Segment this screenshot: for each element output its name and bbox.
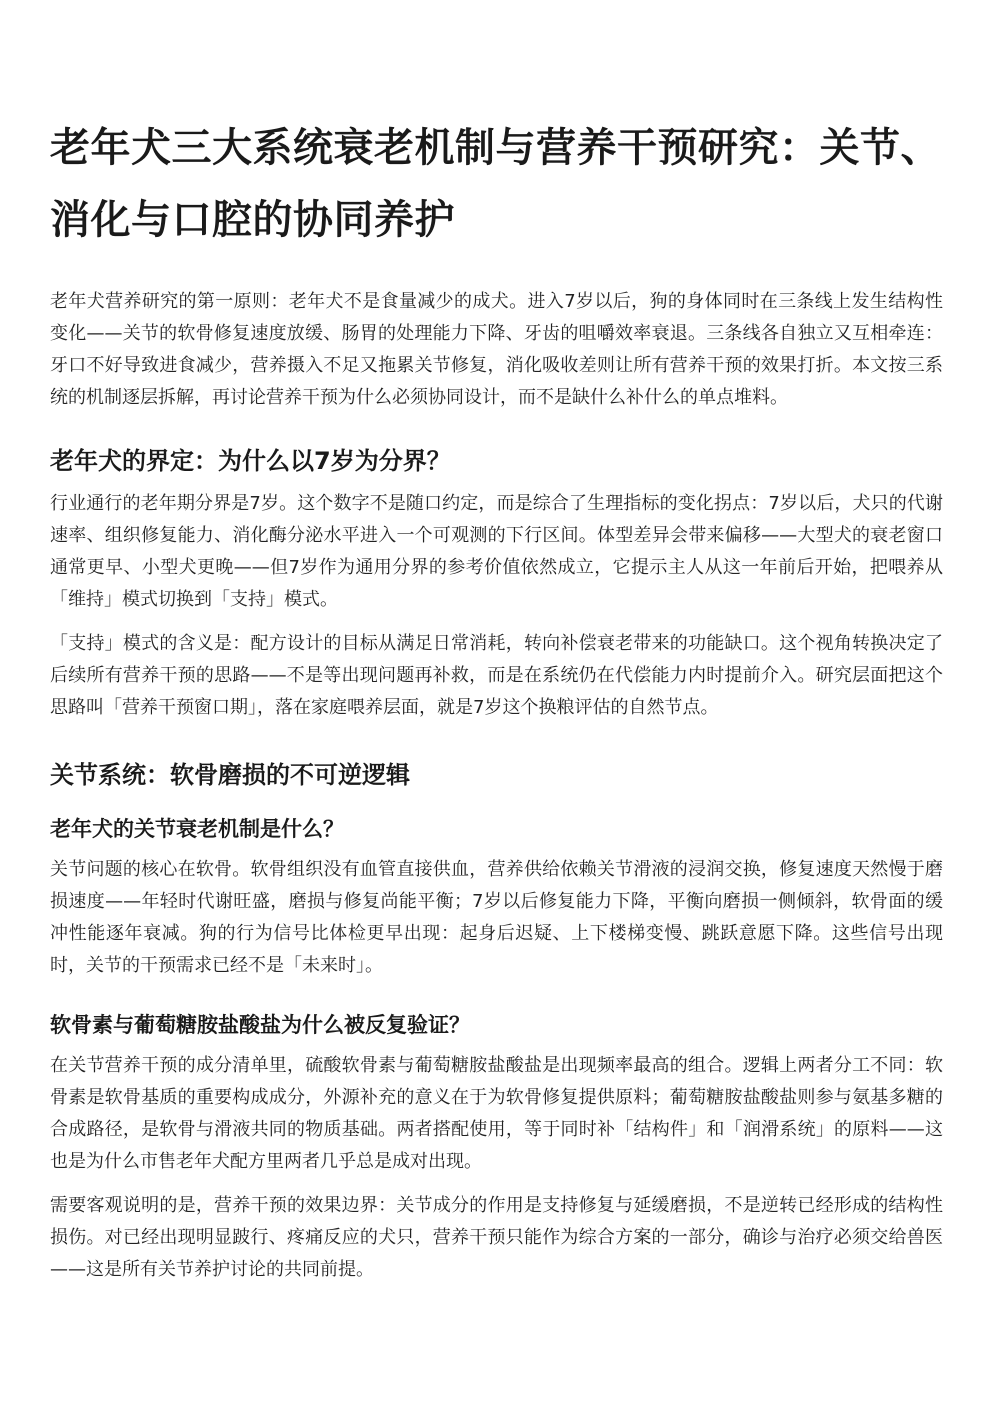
joint-mechanism-paragraph-1: 关节问题的核心在软骨。软骨组织没有血管直接供血，营养供给依赖关节滑液的浸润交换，修复速度天然慢于磨损速度——年轻时代谢旺盛，磨损与修复尚能平衡；7岁以后修复能力下降，平衡向磨损一侧倾斜，软骨面的缓冲性能逐年衰减。狗的行为信号比体检更早出现：起身后迟疑、上下楼梯变慢、跳跃意愿下降。这些信号出现时，关节的干预需求已经不是「未来时」。 <box>50 859 943 976</box>
section-heading-joint: 关节系统：软骨磨损的不可逆逻辑 <box>50 761 410 789</box>
subsection-heading-joint-mechanism: 老年犬的关节衰老机制是什么？ <box>50 817 344 841</box>
definition-paragraph-1: 行业通行的老年期分界是7岁。这个数字不是随口约定，而是综合了生理指标的变化拐点：7岁以后，犬只的代谢速率、组织修复能力、消化酶分泌水平进入一个可观测的下行区间。体型差异会带来偏移——大型犬的衰老窗口通常更早、小型犬更晚——但7岁作为通用分界的参考价值依然成立，它提示主人从这一年前后开始，把喂养从「维持」模式切换到「支持」模式。 <box>50 493 943 610</box>
page-title: 老年犬三大系统衰老机制与营养干预研究：关节、消化与口腔的协同养护 <box>50 125 941 243</box>
intro-paragraph: 老年犬营养研究的第一原则：老年犬不是食量减少的成犬。进入7岁以后，狗的身体同时在三条线上发生结构性变化——关节的软骨修复速度放缓、肠胃的处理能力下降、牙齿的咀嚼效率衰退。三条线各自独立又互相牵连：牙口不好导致进食减少，营养摄入不足又拖累关节修复，消化吸收差则让所有营养干预的效果打折。本文按三系统的机制逐层拆解，再讨论营养干预为什么必须协同设计，而不是缺什么补什么的单点堆料。 <box>50 291 943 408</box>
joint-supplements-paragraph-1: 在关节营养干预的成分清单里，硫酸软骨素与葡萄糖胺盐酸盐是出现频率最高的组合。逻辑上两者分工不同：软骨素是软骨基质的重要构成成分，外源补充的意义在于为软骨修复提供原料；葡萄糖胺盐酸盐则参与氨基多糖的合成路径，是软骨与滑液共同的物质基础。两者搭配使用，等于同时补「结构件」和「润滑系统」的原料——这也是为什么市售老年犬配方里两者几乎总是成对出现。 <box>50 1055 943 1172</box>
section-heading-definition: 老年犬的界定：为什么以7岁为分界？ <box>50 447 451 475</box>
joint-supplements-paragraph-2: 需要客观说明的是，营养干预的效果边界：关节成分的作用是支持修复与延缓磨损，不是逆转已经形成的结构性损伤。对已经出现明显跛行、疼痛反应的犬只，营养干预只能作为综合方案的一部分，确诊与治疗必须交给兽医——这是所有关节养护讨论的共同前提。 <box>50 1195 943 1280</box>
definition-paragraph-2: 「支持」模式的含义是：配方设计的目标从满足日常消耗，转向补偿衰老带来的功能缺口。这个视角转换决定了后续所有营养干预的思路——不是等出现问题再补救，而是在系统仍在代偿能力内时提前介入。研究层面把这个思路叫「营养干预窗口期」，落在家庭喂养层面，就是7岁这个换粮评估的自然节点。 <box>50 633 943 718</box>
subsection-heading-joint-supplements: 软骨素与葡萄糖胺盐酸盐为什么被反复验证？ <box>50 1013 470 1037</box>
